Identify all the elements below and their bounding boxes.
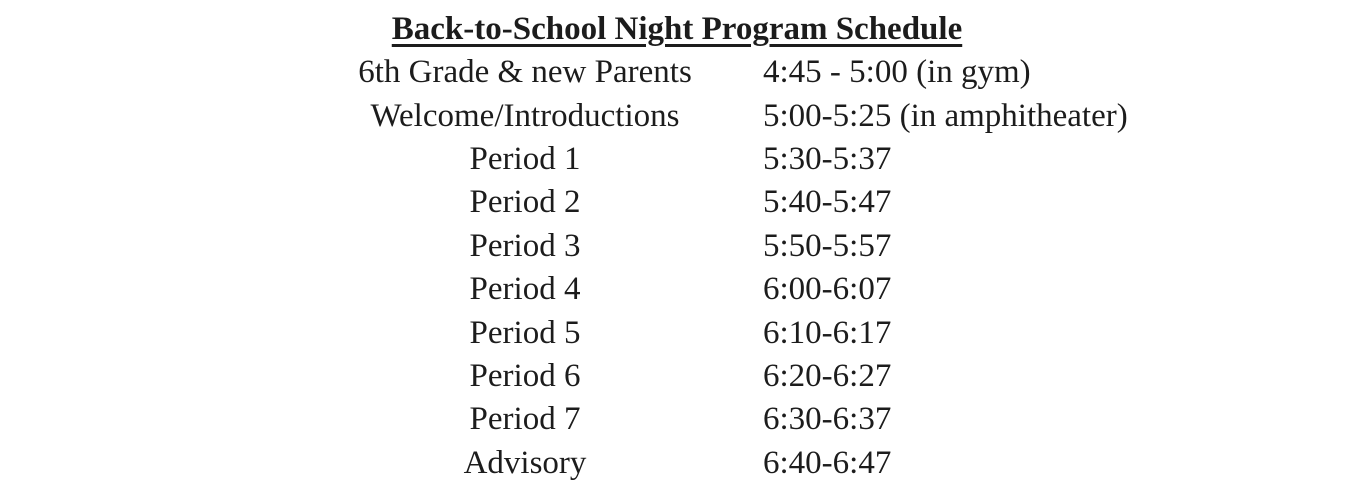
time-label: 6:20-6:27: [763, 357, 892, 394]
time-label: 4:45 - 5:00 (in gym): [763, 54, 1031, 91]
activity-label: Period 3: [469, 227, 581, 264]
time-label: 6:30-6:37: [763, 401, 892, 438]
schedule-row: [0, 398, 1354, 441]
schedule-row: [0, 442, 1354, 485]
activity-label: 6th Grade & new Parents: [358, 54, 692, 91]
schedule-row: [0, 225, 1354, 268]
activity-label: Period 1: [469, 140, 581, 177]
activity-label: Period 7: [469, 401, 581, 438]
time-label: 6:00-6:07: [763, 271, 892, 308]
schedule-row: [0, 94, 1354, 137]
activity-label: Period 6: [469, 357, 581, 394]
time-label: 5:00-5:25 (in amphitheater): [763, 97, 1128, 134]
time-label: 5:30-5:37: [763, 140, 892, 177]
schedule-row: [0, 138, 1354, 181]
time-label: 6:10-6:17: [763, 314, 892, 351]
schedule-row: [0, 355, 1354, 398]
activity-label: Period 4: [469, 271, 581, 308]
time-label: 5:40-5:47: [763, 184, 892, 221]
time-label: 5:50-5:57: [763, 227, 892, 264]
activity-label: Advisory: [463, 444, 587, 481]
schedule-row: [0, 181, 1354, 224]
page-title: Back-to-School Night Program Schedule: [391, 11, 963, 47]
activity-label: Welcome/Introductions: [370, 97, 680, 134]
activity-label: Period 5: [469, 314, 581, 351]
schedule-row: [0, 51, 1354, 94]
schedule-row: [0, 311, 1354, 354]
activity-label: Period 2: [469, 184, 581, 221]
time-label: 6:40-6:47: [763, 444, 892, 481]
schedule-row: [0, 268, 1354, 311]
